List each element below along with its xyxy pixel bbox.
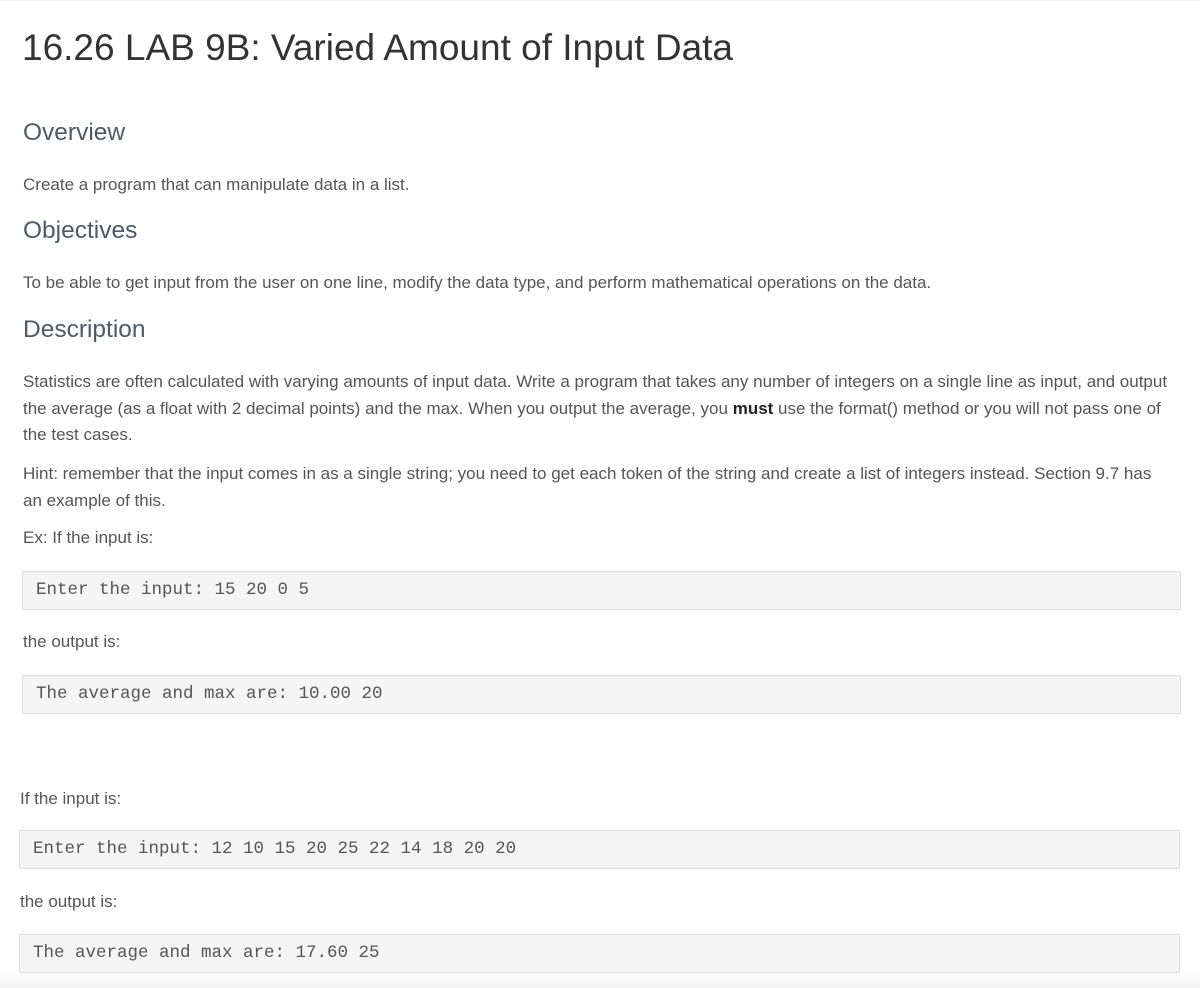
page-title: 16.26 LAB 9B: Varied Amount of Input Data <box>22 27 734 68</box>
example2-input-code: Enter the input: 12 10 15 20 25 22 14 18 20 20 <box>19 830 1180 869</box>
overview-text: Create a program that can manipulate data in a list. <box>23 175 410 194</box>
description-heading: Description <box>23 316 146 343</box>
description-text-end: use the format() method or you will not pass one of the test cases. <box>23 398 1161 444</box>
description-emphasis: must <box>732 398 774 418</box>
example1-output-code: The average and max are: 10.00 20 <box>22 675 1181 714</box>
description-text <box>23 369 1173 449</box>
hint-text: Hint: remember that the input comes in as a single string; you need to get each token of the string and create a list of integers instead. Section 9.7 has an example of this. <box>23 464 1152 510</box>
objectives-heading: Objectives <box>23 217 138 244</box>
example2-output-label: the output is: <box>20 892 118 911</box>
objectives-text: To be able to get input from the user on one line, modify the data type, and perform mathematical operations on the data. <box>23 273 932 292</box>
description-text-start: Statistics are often calculated with varying amounts of input data. Write a program that takes any number of integers on a single line as input, and output the average (as a float with 2 decimal points) and the max. When you output the average, you <box>23 372 1168 418</box>
example2-intro: If the input is: <box>20 789 122 808</box>
example1-input-code: Enter the input: 15 20 0 5 <box>22 571 1181 610</box>
example1-output-label: the output is: <box>23 632 121 651</box>
overview-heading: Overview <box>23 119 126 146</box>
example2-output-code: The average and max are: 17.60 25 <box>19 934 1180 973</box>
example1-intro: Ex: If the input is: <box>23 528 154 547</box>
bottom-edge-shadow <box>0 973 1200 988</box>
